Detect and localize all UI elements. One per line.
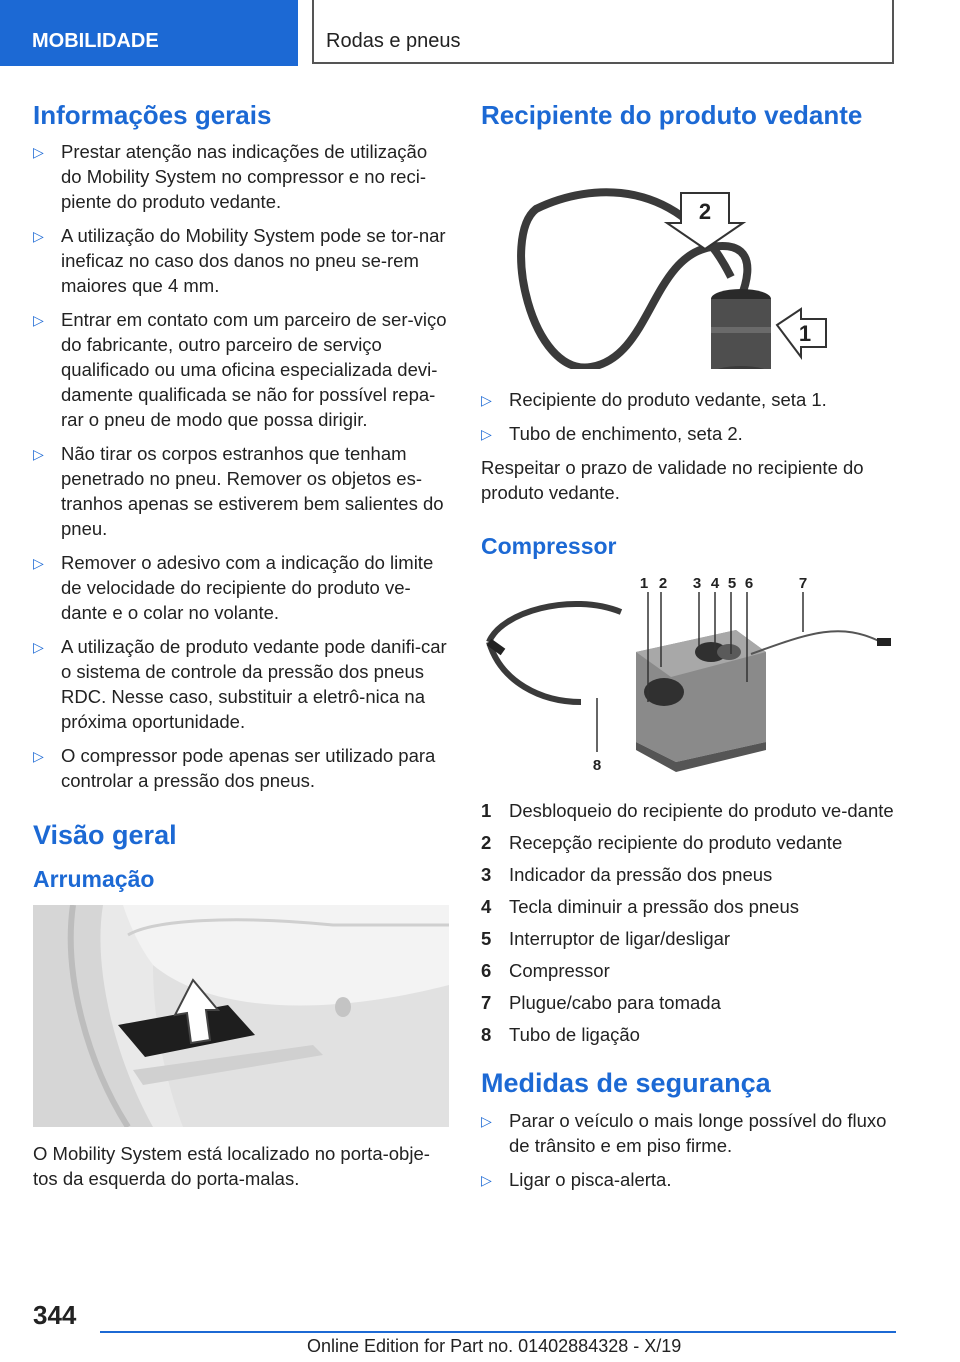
footer-divider [100,1331,896,1333]
list-item: ▷ Ligar o pisca-alerta. [481,1167,895,1192]
list-item: 6 Compressor [481,960,610,982]
bullet-triangle-icon: ▷ [33,144,44,161]
compressor-figure-label-7: 7 [798,575,808,593]
list-item: 7 Plugue/cabo para tomada [481,992,721,1014]
list-item: 5 Interruptor de ligar/desligar [481,928,731,950]
bullet-triangle-icon: ▷ [33,228,44,245]
sealant-heading: Recipiente do produto vedante [481,100,863,130]
compressor-figure-label-4: 4 [710,575,720,593]
sealant-container-figure [481,137,895,369]
list-item: 2 Recepção recipiente do produto vedante [481,832,843,854]
left-column [33,100,449,1201]
header-chapter-tab [312,0,894,64]
list-item: 1 Desbloqueio do recipiente do produto ve-dante [481,800,894,822]
general-info-list [33,139,449,793]
compressor-figure-label-5: 5 [727,575,737,593]
list-item: 4 Tecla diminuir a pressão dos pneus [481,896,799,918]
compressor-figure-label-2: 2 [658,575,668,593]
list-item: ▷ A utilização do Mobility System pode se tor-nar ineficaz no caso dos danos no pneu se-rem maiores que 4 mm. [33,225,446,297]
bullet-triangle-icon: ▷ [33,748,44,765]
header-section-label: MOBILIDADE [32,30,159,52]
bullet-triangle-icon: ▷ [481,392,492,409]
general-info-heading: Informações gerais [33,100,272,130]
bullet-triangle-icon: ▷ [481,1171,492,1188]
sealant-figure-label-1: 1 [798,321,812,347]
header-section-tab [0,0,298,66]
bullet-triangle-icon: ▷ [481,426,492,443]
bullet-triangle-icon: ▷ [33,555,44,572]
list-item: ▷ A utilização de produto vedante pode danifi-car o sistema de controle da pressão dos pneus RDC. Nesse caso, substituir a eletrô-nica na próxima oportunidade. [33,636,447,733]
list-item: ▷ Recipiente do produto vedante, seta 1. [481,387,895,412]
compressor-figure-label-6: 6 [744,575,754,593]
safety-heading: Medidas de segurança [481,1068,771,1099]
compressor-figure [481,572,895,782]
sealant-note: Respeitar o prazo de validade no recipiente do produto vedante. [481,457,864,504]
compressor-figure-label-1: 1 [639,575,649,593]
storage-text: O Mobility System está localizado no porta-obje-tos da esquerda do porta-malas. [33,1142,430,1189]
bullet-triangle-icon: ▷ [481,1112,492,1129]
overview-heading: Visão geral [33,820,177,851]
list-item: ▷ Prestar atenção nas indicações de utilização do Mobility System no compressor e no reci-piente do produto vedante. [33,141,428,213]
footer-edition: Online Edition for Part no. 01402884328 - X/19 [307,1336,682,1356]
trunk-storage-figure [33,905,449,1127]
compressor-figure-label-3: 3 [692,575,702,593]
list-item: ▷ Parar o veículo o mais longe possível do fluxo de trânsito e em piso firme. [481,1109,887,1156]
list-item: ▷ Tubo de enchimento, seta 2. [481,421,895,446]
right-column [481,100,895,1201]
list-item: ▷ Remover o adesivo com a indicação do limite de velocidade do recipiente do produto ve-dante e o colar no volante. [33,552,434,624]
header-chapter-label: Rodas e pneus [326,30,461,52]
list-item: ▷ O compressor pode apenas ser utilizado para controlar a pressão dos pneus. [33,745,436,792]
bullet-triangle-icon: ▷ [33,639,44,656]
compressor-heading: Compressor [481,533,617,560]
list-item: 8 Tubo de ligação [481,1024,640,1046]
sealant-figure-label-2: 2 [698,199,712,225]
sealant-list [481,387,895,446]
compressor-legend [481,798,895,1047]
list-item: ▷ Não tirar os corpos estranhos que tenham penetrado no pneu. Remover os objetos es-tranhos apenas se estiverem bem salientes do pneu. [33,443,444,540]
bullet-triangle-icon: ▷ [33,312,44,329]
page-number: 344 [33,1300,77,1330]
storage-heading: Arrumação [33,865,155,892]
safety-list [481,1108,895,1192]
bullet-triangle-icon: ▷ [33,446,44,463]
compressor-figure-label-8: 8 [592,757,602,775]
list-item: ▷ Entrar em contato com um parceiro de ser-viço do fabricante, outro parceiro de serviço qualificado ou uma oficina especializada devi-damente qualificada se não for possível repa-rar o pneu de modo que possa dirigir. [33,309,447,431]
list-item: 3 Indicador da pressão dos pneus [481,864,773,886]
